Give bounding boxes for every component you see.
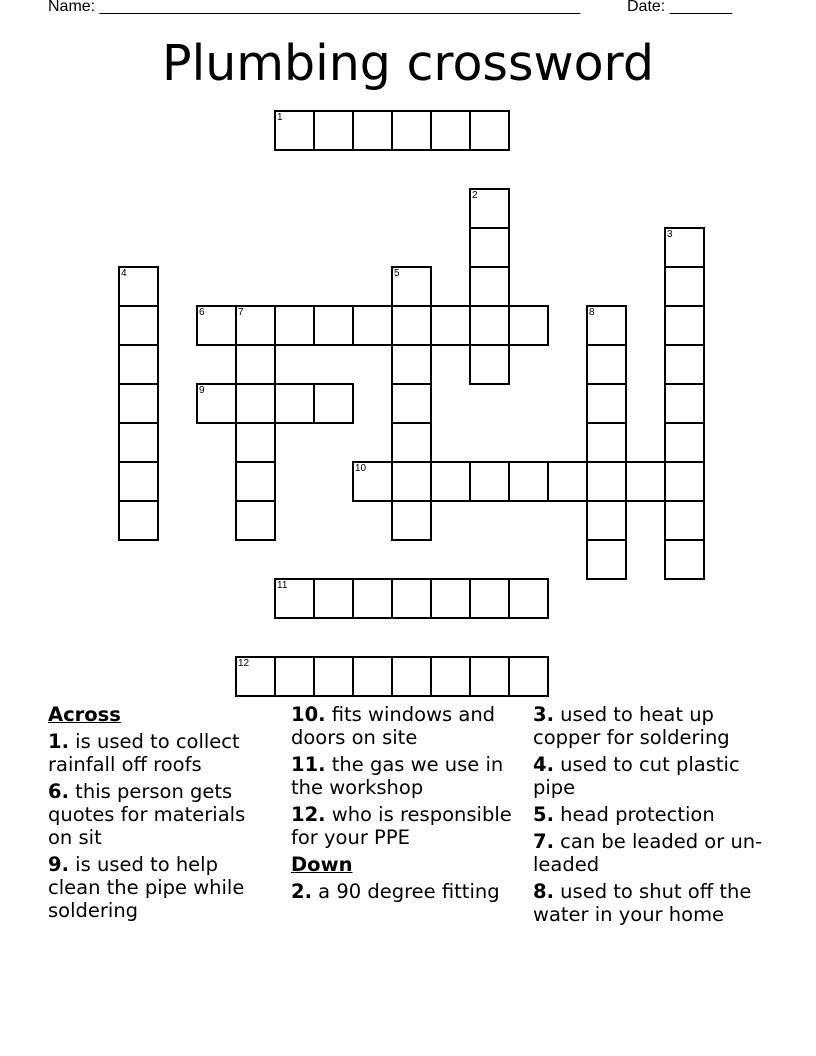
clue-across-6: 6. this person gets quotes for materials on sit (48, 780, 246, 849)
clue-down-4: 4. used to cut plastic pipe (533, 753, 740, 799)
crossword-cell[interactable] (352, 305, 393, 346)
crossword-cell[interactable] (586, 383, 627, 424)
crossword-cell[interactable] (664, 227, 705, 268)
date-field-label: Date: _______ (627, 0, 732, 15)
crossword-cell[interactable] (508, 656, 549, 697)
crossword-cell[interactable] (469, 578, 510, 619)
crossword-cell[interactable] (586, 461, 627, 502)
crossword-cell[interactable] (352, 578, 393, 619)
crossword-cell[interactable] (313, 656, 354, 697)
crossword-cell[interactable] (313, 578, 354, 619)
crossword-cell[interactable] (235, 422, 276, 463)
crossword-cell[interactable] (235, 461, 276, 502)
crossword-cell[interactable] (352, 656, 393, 697)
crossword-cell[interactable] (274, 578, 315, 619)
clue-number: 9 (199, 385, 205, 396)
crossword-cell[interactable] (118, 461, 159, 502)
crossword-cell[interactable] (664, 539, 705, 580)
crossword-cell[interactable] (469, 656, 510, 697)
crossword-cell[interactable] (625, 461, 666, 502)
crossword-cell[interactable] (274, 383, 315, 424)
crossword-cell[interactable] (235, 383, 276, 424)
crossword-cell[interactable] (235, 656, 276, 697)
crossword-cell[interactable] (586, 539, 627, 580)
crossword-cell[interactable] (391, 578, 432, 619)
crossword-cell[interactable] (664, 500, 705, 541)
crossword-cell[interactable] (430, 110, 471, 151)
crossword-cell[interactable] (313, 110, 354, 151)
crossword-cell[interactable] (274, 110, 315, 151)
crossword-cell[interactable] (118, 422, 159, 463)
clue-number: 8 (589, 307, 595, 318)
crossword-cell[interactable] (118, 500, 159, 541)
clue-down-2: 2. a 90 degree fitting (291, 880, 500, 903)
crossword-cell[interactable] (391, 500, 432, 541)
crossword-cell[interactable] (586, 422, 627, 463)
clues-column-3 (533, 703, 773, 930)
crossword-cell[interactable] (469, 110, 510, 151)
clue-across-9: 9. is used to help clean the pipe while soldering (48, 853, 245, 922)
crossword-cell[interactable] (469, 344, 510, 385)
crossword-cell[interactable] (274, 305, 315, 346)
crossword-cell[interactable] (586, 500, 627, 541)
clues-column-2 (291, 703, 521, 907)
clues-column-1 (48, 703, 273, 926)
clue-down-5: 5. head protection (533, 803, 715, 826)
crossword-cell[interactable] (664, 305, 705, 346)
clue-number: 7 (238, 307, 244, 318)
clue-down-3: 3. used to heat up copper for soldering (533, 703, 730, 749)
clue-number: 1 (277, 112, 283, 123)
clue-across-10: 10. fits windows and doors on site (291, 703, 496, 749)
clue-across-12: 12. who is responsible for your PPE (291, 803, 512, 849)
name-field-label: Name: ______________________________________________________ (48, 0, 581, 15)
across-heading: Across (48, 703, 121, 726)
crossword-cell[interactable] (508, 305, 549, 346)
crossword-cell[interactable] (664, 383, 705, 424)
crossword-cell[interactable] (664, 266, 705, 307)
crossword-cell[interactable] (391, 305, 432, 346)
crossword-cell[interactable] (235, 500, 276, 541)
crossword-cell[interactable] (313, 305, 354, 346)
crossword-cell[interactable] (469, 305, 510, 346)
crossword-cell[interactable] (118, 266, 159, 307)
crossword-cell[interactable] (469, 266, 510, 307)
crossword-cell[interactable] (664, 344, 705, 385)
crossword-cell[interactable] (508, 578, 549, 619)
clue-number: 6 (199, 307, 205, 318)
page-title: Plumbing crossword (162, 35, 654, 92)
crossword-cell[interactable] (430, 305, 471, 346)
crossword-cell[interactable] (391, 422, 432, 463)
crossword-cell[interactable] (469, 461, 510, 502)
crossword-cell[interactable] (469, 227, 510, 268)
clue-down-8: 8. used to shut off the water in your home (533, 880, 752, 926)
clue-down-7: 7. can be leaded or un-leaded (533, 830, 763, 876)
crossword-cell[interactable] (664, 461, 705, 502)
clue-across-1: 1. is used to collect rainfall off roofs (48, 730, 240, 776)
crossword-cell[interactable] (352, 110, 393, 151)
clue-number: 5 (394, 268, 400, 279)
crossword-cell[interactable] (391, 461, 432, 502)
crossword-cell[interactable] (586, 305, 627, 346)
crossword-cell[interactable] (118, 305, 159, 346)
crossword-cell[interactable] (430, 656, 471, 697)
crossword-cell[interactable] (391, 383, 432, 424)
clue-across-11: 11. the gas we use in the workshop (291, 753, 504, 799)
clue-number: 11 (277, 580, 288, 591)
clue-number: 3 (667, 229, 673, 240)
crossword-cell[interactable] (196, 305, 237, 346)
clue-number: 4 (121, 268, 127, 279)
crossword-cell[interactable] (313, 383, 354, 424)
clue-number: 12 (238, 658, 250, 669)
crossword-cell[interactable] (547, 461, 588, 502)
crossword-cell[interactable] (235, 305, 276, 346)
crossword-cell[interactable] (391, 110, 432, 151)
clue-number: 2 (472, 190, 478, 201)
crossword-cell[interactable] (664, 422, 705, 463)
crossword-cell[interactable] (274, 656, 315, 697)
crossword-cell[interactable] (391, 266, 432, 307)
crossword-cell[interactable] (391, 344, 432, 385)
crossword-cell[interactable] (508, 461, 549, 502)
crossword-cell[interactable] (196, 383, 237, 424)
crossword-cell[interactable] (430, 578, 471, 619)
clue-number: 10 (355, 463, 367, 474)
crossword-cell[interactable] (469, 188, 510, 229)
down-heading: Down (291, 853, 353, 876)
crossword-cell[interactable] (235, 344, 276, 385)
crossword-cell[interactable] (118, 344, 159, 385)
crossword-cell[interactable] (391, 656, 432, 697)
crossword-cell[interactable] (586, 344, 627, 385)
crossword-cell[interactable] (352, 461, 393, 502)
crossword-cell[interactable] (430, 461, 471, 502)
crossword-cell[interactable] (118, 383, 159, 424)
